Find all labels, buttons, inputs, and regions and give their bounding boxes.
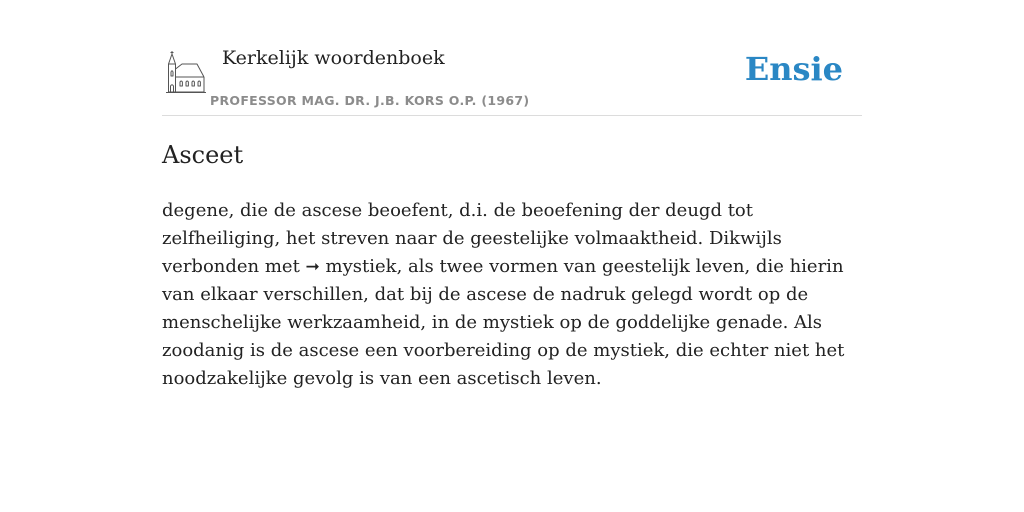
xref-link-mystiek[interactable] bbox=[306, 256, 397, 277]
definition-text-continued: , als twee vormen van geestelijk leven, die hierin van elkaar verschillen, dat bij de ascese de nadruk gelegd wordt op de menschelijke werkzaamheid, in de mystiek op de goddelijke genade. Als zoodanig is de ascese een voorbereiding op de mystiek, die echter niet het noodzakelijke gevolg is van een ascetisch leven. bbox=[162, 256, 845, 389]
entry-headword: Asceet bbox=[162, 141, 244, 169]
ensie-logo-link[interactable]: Ensie bbox=[744, 50, 843, 88]
header bbox=[162, 0, 862, 116]
xref-link-label: mystiek bbox=[325, 256, 397, 277]
book-author: PROFESSOR MAG. DR. J.B. KORS O.P. (1967) bbox=[210, 93, 530, 108]
book-title: Kerkelijk woordenboek bbox=[222, 47, 445, 69]
arrow-right-icon: ➞ bbox=[305, 257, 320, 277]
page bbox=[162, 0, 862, 393]
church-icon bbox=[166, 50, 206, 94]
entry-definition bbox=[162, 197, 862, 393]
definition-text: degene, die de ascese beoefent, d.i. de beoefening der deugd tot zelfheiliging, het streven naar de geestelijke volmaaktheid. Dikwijls verbonden met bbox=[162, 200, 782, 277]
